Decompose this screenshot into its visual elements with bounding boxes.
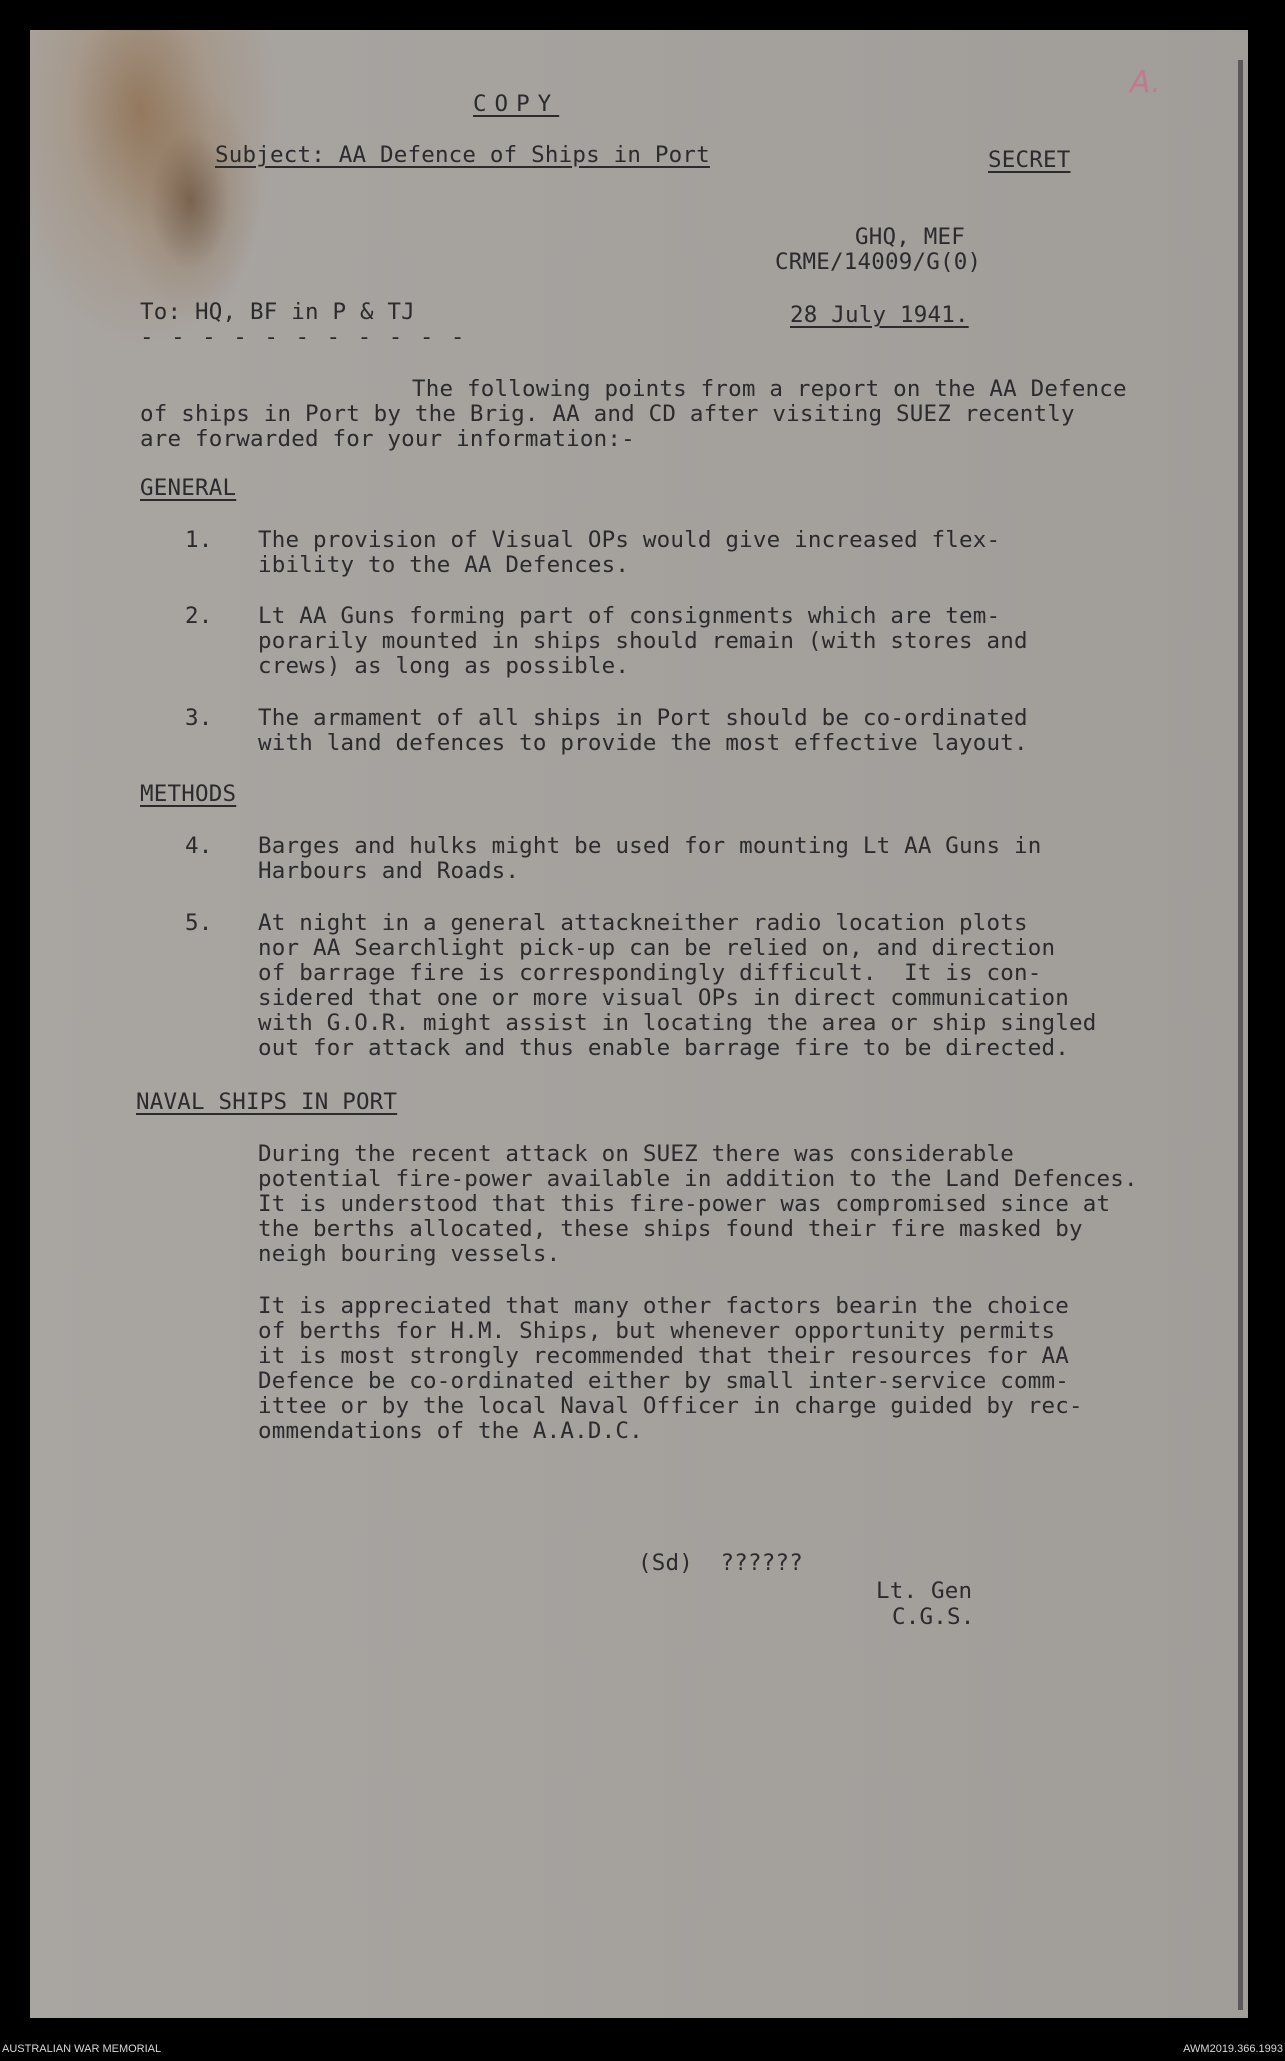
para-5-line-3: of barrage fire is correspondingly difficult. It is con-: [258, 960, 1042, 986]
para-2-line-2: porarily mounted in ships should remain (with stores and: [258, 628, 1028, 654]
naval-para-b-line-6: ommendations of the A.A.D.C.: [258, 1418, 643, 1444]
naval-para-b-line-1: It is appreciated that many other factors bearin the choice: [258, 1293, 1070, 1319]
signatory-title: C.G.S.: [892, 1604, 975, 1630]
addressee-line: To: HQ, BF in P & TJ: [140, 299, 415, 325]
para-5-line-1: At night in a general attackneither radio location plots: [258, 910, 1028, 936]
intro-line-1: The following points from a report on the AA Defence: [412, 376, 1127, 402]
subject-line: Subject: AA Defence of Ships in Port: [215, 142, 710, 168]
para-5-number: 5.: [185, 910, 213, 936]
date-line: 28 July 1941.: [790, 302, 969, 328]
naval-para-b-line-5: ittee or by the local Naval Officer in charge guided by rec-: [258, 1393, 1083, 1419]
para-1-line-2: ibility to the AA Defences.: [258, 552, 630, 578]
para-3-line-1: The armament of all ships in Port should be co-ordinated: [258, 705, 1028, 731]
reference-line: CRME/14009/G(0): [775, 249, 982, 275]
signature-line: (Sd) ??????: [638, 1550, 803, 1576]
para-2-line-1: Lt AA Guns forming part of consignments which are tem-: [258, 603, 1001, 629]
para-4-line-1: Barges and hulks might be used for mounting Lt AA Guns in: [258, 833, 1042, 859]
footer-accession-number: AWM2019.366.1993: [1183, 2043, 1283, 2055]
naval-para-b-line-4: Defence be co-ordinated either by small inter-service comm-: [258, 1368, 1070, 1394]
naval-para-a-line-4: the berths allocated, these ships found their fire masked by: [258, 1216, 1083, 1242]
para-3-line-2: with land defences to provide the most effective layout.: [258, 730, 1028, 756]
para-5-line-4: sidered that one or more visual OPs in direct communication: [258, 985, 1070, 1011]
para-4-number: 4.: [185, 833, 213, 859]
classification-label: SECRET: [988, 147, 1071, 173]
origin-line: GHQ, MEF: [855, 224, 965, 250]
naval-para-a-line-1: During the recent attack on SUEZ there was considerable: [258, 1141, 1015, 1167]
methods-heading: METHODS: [140, 781, 237, 807]
naval-para-a-line-2: potential fire-power available in addition to the Land Defences.: [258, 1166, 1138, 1192]
para-2-line-3: crews) as long as possible.: [258, 653, 630, 679]
intro-line-2: of ships in Port by the Brig. AA and CD after visiting SUEZ recently: [140, 401, 1075, 427]
para-1-line-1: The provision of Visual OPs would give increased flex-: [258, 527, 1001, 553]
para-5-line-2: nor AA Searchlight pick-up can be relied on, and direction: [258, 935, 1056, 961]
naval-para-a-line-3: It is understood that this fire-power was compromised since at: [258, 1191, 1111, 1217]
para-3-number: 3.: [185, 705, 213, 731]
para-4-line-2: Harbours and Roads.: [258, 858, 520, 884]
corner-annotation: A.: [1130, 65, 1161, 100]
naval-para-a-line-5: neigh bouring vessels.: [258, 1241, 561, 1267]
naval-heading: NAVAL SHIPS IN PORT: [136, 1089, 398, 1115]
intro-line-3: are forwarded for your information:-: [140, 426, 635, 452]
naval-para-b-line-3: it is most strongly recommended that their resources for AA: [258, 1343, 1070, 1369]
footer-institution: AUSTRALIAN WAR MEMORIAL: [2, 2043, 162, 2055]
para-5-line-5: with G.O.R. might assist in locating the area or ship singled: [258, 1010, 1097, 1036]
para-2-number: 2.: [185, 603, 213, 629]
addressee-underline: - - - - - - - - - - -: [140, 324, 467, 350]
para-5-line-6: out for attack and thus enable barrage fire to be directed.: [258, 1035, 1070, 1061]
page-edge-shadow: [1238, 60, 1243, 2010]
copy-heading: COPY: [473, 91, 560, 117]
naval-para-b-line-2: of berths for H.M. Ships, but whenever opportunity permits: [258, 1318, 1056, 1344]
general-heading: GENERAL: [140, 475, 237, 501]
para-1-number: 1.: [185, 527, 213, 553]
signatory-rank: Lt. Gen: [876, 1578, 973, 1604]
